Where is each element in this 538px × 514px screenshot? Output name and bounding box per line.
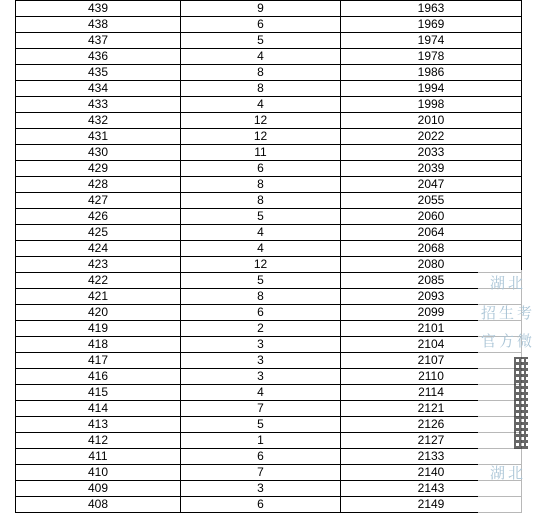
table-row [16,177,522,193]
table-row [16,465,522,481]
score-cell: 426 [16,209,181,225]
count-cell: 6 [181,449,341,465]
count-cell: 12 [181,113,341,129]
count-cell: 5 [181,417,341,433]
count-cell: 5 [181,33,341,49]
score-cell: 430 [16,145,181,161]
count-cell: 9 [181,1,341,17]
count-cell: 4 [181,385,341,401]
count-cell: 6 [181,161,341,177]
cumulative-cell: 2126 [341,417,522,433]
cumulative-cell: 2064 [341,225,522,241]
count-cell: 3 [181,481,341,497]
score-cell: 415 [16,385,181,401]
count-cell: 8 [181,289,341,305]
cumulative-cell: 2022 [341,129,522,145]
cumulative-cell: 1974 [341,33,522,49]
score-cell: 433 [16,97,181,113]
cumulative-cell: 2068 [341,241,522,257]
table-row [16,497,522,513]
table-row [16,193,522,209]
score-cell: 411 [16,449,181,465]
cumulative-cell: 2127 [341,433,522,449]
count-cell: 12 [181,257,341,273]
score-cell: 423 [16,257,181,273]
cumulative-cell: 1994 [341,81,522,97]
table-row [16,81,522,97]
table-row [16,273,522,289]
score-cell: 432 [16,113,181,129]
table-row [16,337,522,353]
count-cell: 3 [181,337,341,353]
table-row [16,321,522,337]
count-cell: 6 [181,305,341,321]
score-cell: 408 [16,497,181,513]
score-cell: 429 [16,161,181,177]
score-cell: 437 [16,33,181,49]
cumulative-cell: 2093 [341,289,522,305]
table-row [16,33,522,49]
count-cell: 3 [181,353,341,369]
count-cell: 8 [181,177,341,193]
cumulative-cell: 2080 [341,257,522,273]
score-cell: 435 [16,65,181,81]
score-cell: 425 [16,225,181,241]
cumulative-cell: 2133 [341,449,522,465]
table-row [16,1,522,17]
table-row [16,241,522,257]
table-row [16,161,522,177]
score-cell: 436 [16,49,181,65]
score-cell: 416 [16,369,181,385]
count-cell: 5 [181,209,341,225]
score-cell: 419 [16,321,181,337]
score-cell: 414 [16,401,181,417]
count-cell: 11 [181,145,341,161]
cumulative-cell: 2107 [341,353,522,369]
cumulative-cell: 2033 [341,145,522,161]
score-cell: 422 [16,273,181,289]
count-cell: 8 [181,65,341,81]
count-cell: 4 [181,97,341,113]
table-row [16,145,522,161]
score-distribution-table [15,0,522,513]
score-cell: 427 [16,193,181,209]
count-cell: 7 [181,401,341,417]
cumulative-cell: 1998 [341,97,522,113]
cumulative-cell: 1986 [341,65,522,81]
cumulative-cell: 2060 [341,209,522,225]
table-row [16,305,522,321]
cumulative-cell: 2047 [341,177,522,193]
table-row [16,97,522,113]
count-cell: 4 [181,241,341,257]
cumulative-cell: 2099 [341,305,522,321]
cumulative-cell: 2114 [341,385,522,401]
count-cell: 7 [181,465,341,481]
score-cell: 424 [16,241,181,257]
watermark-text-3: 官方微 [481,332,536,350]
cumulative-cell: 2121 [341,401,522,417]
table-row [16,449,522,465]
count-cell: 2 [181,321,341,337]
table-row [16,433,522,449]
watermark-text-4: 湖北 [490,464,527,482]
count-cell: 1 [181,433,341,449]
table-row [16,417,522,433]
score-cell: 417 [16,353,181,369]
table-row [16,481,522,497]
table-body [16,1,522,513]
table-row [16,401,522,417]
table-row [16,369,522,385]
count-cell: 4 [181,49,341,65]
count-cell: 6 [181,17,341,33]
count-cell: 8 [181,193,341,209]
cumulative-cell: 2140 [341,465,522,481]
count-cell: 3 [181,369,341,385]
count-cell: 6 [181,497,341,513]
table-row [16,113,522,129]
table-row [16,209,522,225]
table-row [16,353,522,369]
cumulative-cell: 2010 [341,113,522,129]
score-cell: 409 [16,481,181,497]
score-cell: 431 [16,129,181,145]
watermark-text-2: 招生考 [481,304,536,322]
score-cell: 418 [16,337,181,353]
table-row [16,129,522,145]
cumulative-cell: 2143 [341,481,522,497]
cumulative-cell: 1978 [341,49,522,65]
score-cell: 410 [16,465,181,481]
cumulative-cell: 2110 [341,369,522,385]
count-cell: 5 [181,273,341,289]
cumulative-cell: 1969 [341,17,522,33]
count-cell: 12 [181,129,341,145]
table-row [16,257,522,273]
score-cell: 439 [16,1,181,17]
cumulative-cell: 2101 [341,321,522,337]
watermark-text-1: 湖北 [490,274,527,292]
score-cell: 434 [16,81,181,97]
table-row [16,65,522,81]
table-row [16,49,522,65]
score-cell: 420 [16,305,181,321]
cumulative-cell: 2055 [341,193,522,209]
cumulative-cell: 1963 [341,1,522,17]
table-row [16,225,522,241]
cumulative-cell: 2039 [341,161,522,177]
count-cell: 8 [181,81,341,97]
score-cell: 412 [16,433,181,449]
score-cell: 428 [16,177,181,193]
table-row [16,17,522,33]
count-cell: 4 [181,225,341,241]
cumulative-cell: 2149 [341,497,522,513]
score-cell: 438 [16,17,181,33]
table-row [16,289,522,305]
score-cell: 413 [16,417,181,433]
cumulative-cell: 2104 [341,337,522,353]
cumulative-cell: 2085 [341,273,522,289]
table-row [16,385,522,401]
score-cell: 421 [16,289,181,305]
